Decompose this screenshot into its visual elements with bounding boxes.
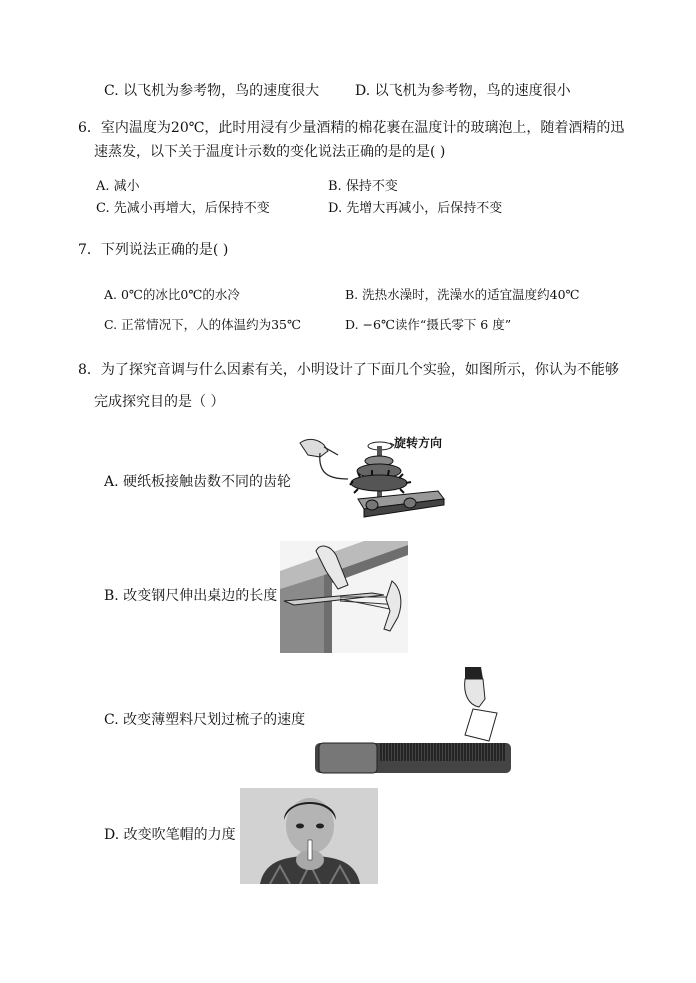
q7-option-d: D. −6℃读作“摄氏零下 6 度”: [345, 317, 512, 332]
q8-stem-line2: 完成探究目的是（ ）: [94, 394, 225, 410]
q6-stem-line2: 速蒸发，以下关于温度计示数的变化说法正确的是的是( ): [94, 144, 446, 160]
comb-illustration: [313, 665, 513, 779]
q6-stem-line1: 6．室内温度为20℃，此时用浸有少量酒精的棉花裹在温度计的玻璃泡上，随着酒精的迅: [78, 120, 625, 136]
q6-option-d: D. 先增大再减小，后保持不变: [328, 201, 503, 216]
q7-option-b: B. 洗热水澡时，洗澡水的适宜温度约40℃: [345, 287, 580, 302]
figure-ruler-experiment: [280, 541, 408, 653]
q5-option-d: D. 以飞机为参考物，鸟的速度很小: [355, 83, 571, 99]
figure-pen-cap-photo: [240, 788, 378, 884]
boy-photo-illustration: [240, 788, 378, 884]
q5-option-c: C. 以飞机为参考物，鸟的速度很大: [104, 83, 320, 99]
ruler-illustration: [280, 541, 408, 653]
q8-option-b: B. 改变钢尺伸出桌边的长度: [104, 588, 278, 604]
q8-option-c: C. 改变薄塑料尺划过梳子的速度: [104, 712, 306, 728]
figure-comb-experiment: [313, 665, 513, 779]
q8-stem-line1: 8．为了探究音调与什么因素有关，小明设计了下面几个实验，如图所示，你认为不能够: [78, 362, 619, 378]
figure-gear-experiment: [298, 433, 448, 527]
rotation-direction-label: 旋转方向: [394, 436, 443, 450]
q6-option-c: C. 先减小再增大，后保持不变: [96, 201, 270, 216]
q8-option-d: D. 改变吹笔帽的力度: [104, 827, 236, 843]
q6-option-b: B. 保持不变: [328, 179, 398, 194]
q7-stem: 7．下列说法正确的是( ): [78, 242, 229, 258]
q8-option-a: A. 硬纸板接触齿数不同的齿轮: [104, 474, 292, 490]
q7-option-a: A. 0℃的冰比0℃的水冷: [104, 287, 240, 302]
q6-option-a: A. 减小: [96, 179, 140, 194]
q7-option-c: C. 正常情况下，人的体温约为35℃: [104, 317, 301, 332]
